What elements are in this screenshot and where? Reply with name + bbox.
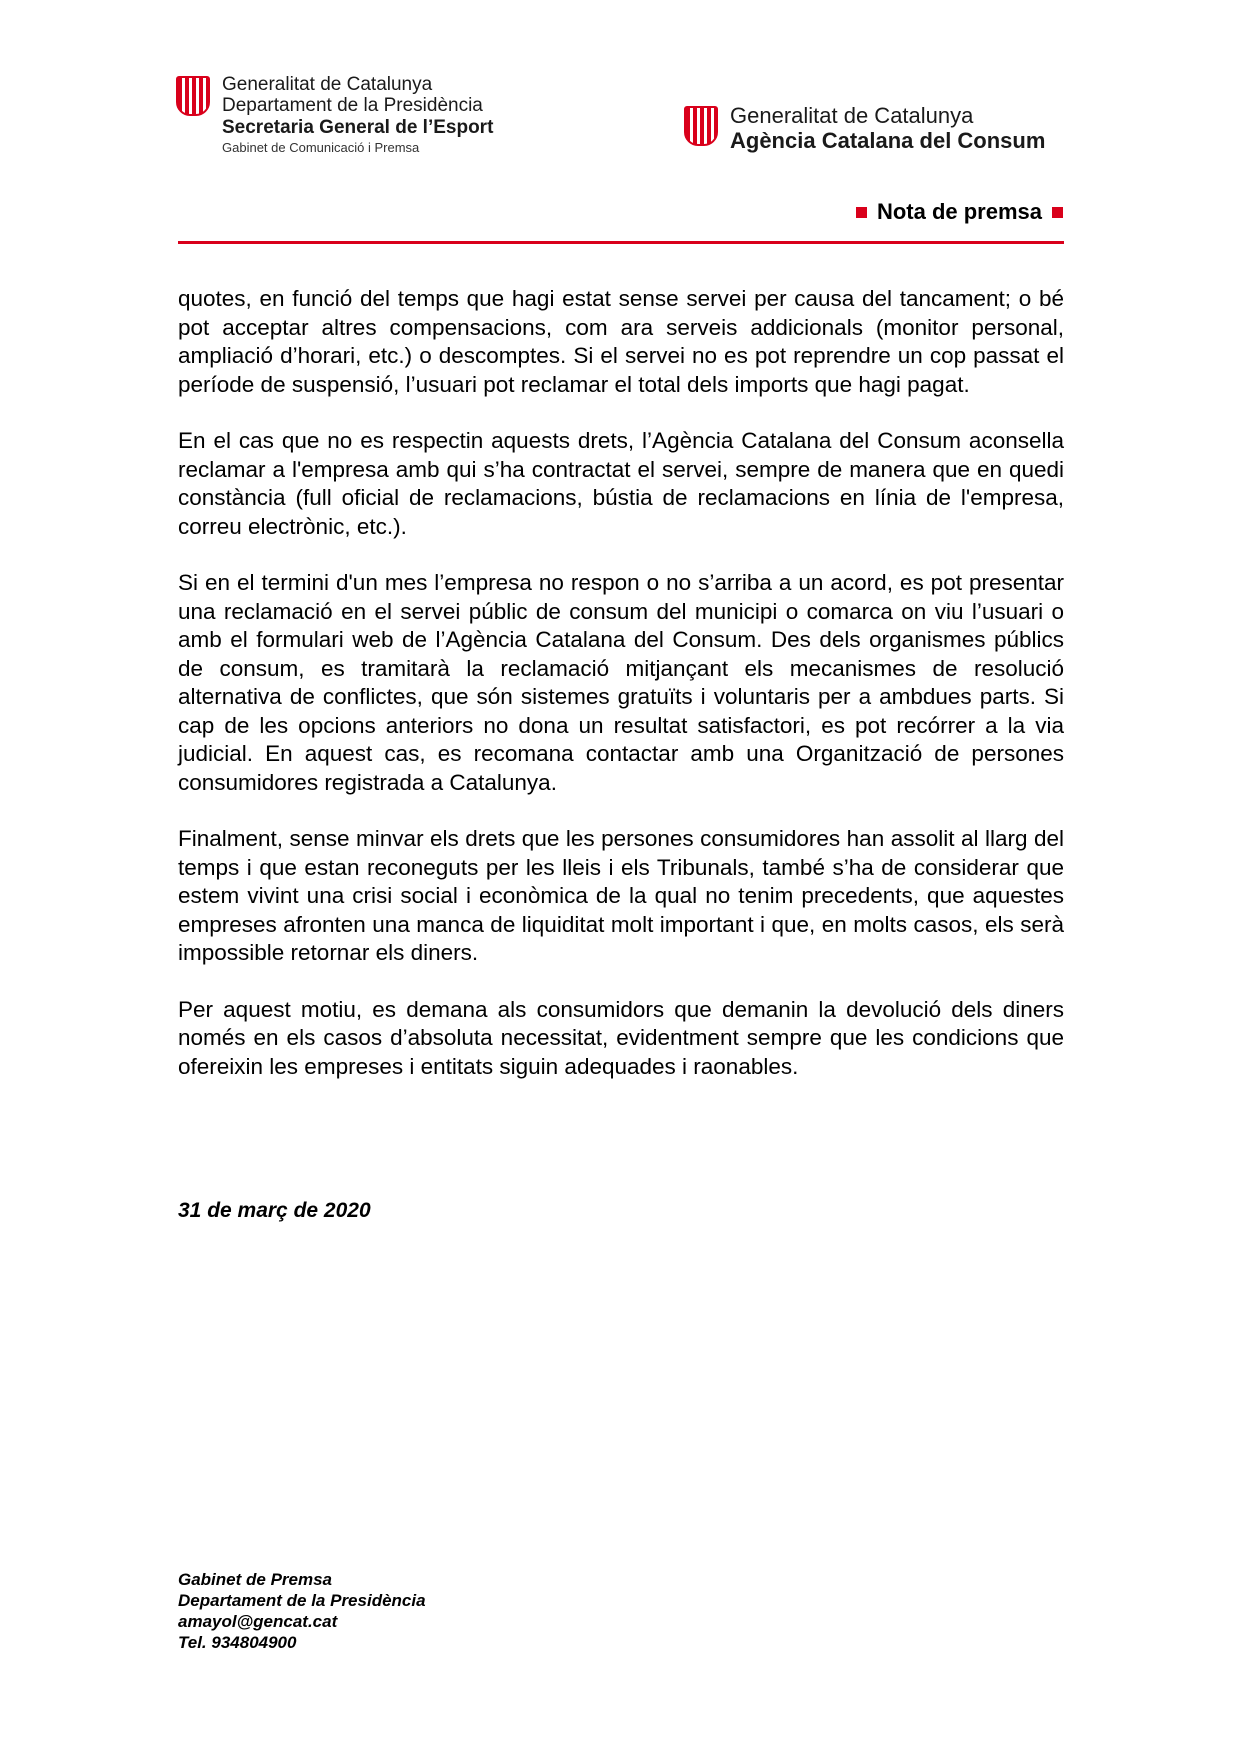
contact-email[interactable]: amayol@gencat.cat [178,1612,338,1631]
paragraph: quotes, en funció del temps que hagi estat sense servei per causa del tancament; o bé pot acceptar altres compensacions, com ara serveis addicionals (monitor personal, ampliació d’horari, etc.) o descomptes. Si el servei no es pot reprendre un cop passat el període de suspensió, l’usuari pot reclamar el total dels imports que hagi pagat. [178,286,1064,397]
red-square-icon [856,207,867,218]
red-square-icon [1052,207,1063,218]
logo-right-line2: Agència Catalana del Consum [730,127,1046,153]
paragraph: Per aquest motiu, es demana als consumidors que demanin la devolució dels diners només en els casos d’absoluta necessitat, evidentment sempre que les condicions que ofereixin les empreses i entitats siguin adequades i raonables. [178,996,1064,1079]
press-contact [178,1569,426,1653]
press-note-label [856,199,1063,225]
logo-agencia-consum [684,104,1045,153]
contact-office: Gabinet de Premsa [178,1570,333,1589]
paragraph: Finalment, sense minvar els drets que les persones consumidores han assolit al llarg del temps i que estan reconeguts per les lleis i els Tribunals, també s’ha de considerar que estem vivint una crisi social i econòmica de la qual no tenim precedents, que aquestes empreses afronten una manca de liquiditat molt important i que, en molts casos, els serà impossible retornar els diners. [178,826,1064,965]
generalitat-seal-icon [684,106,718,146]
paragraph: Si en el termini d'un mes l’empresa no respon o no s’arriba a un acord, es pot presentar una reclamació en el servei públic de consum del municipi o comarca on viu l’usuari o amb el formulari web de l’Agència Catalana del Consum. Des dels organismes públics de consum, es tramitarà la reclamació mitjançant els mecanismes de resolució alternativa de conflictes, que són sistemes gratuïts i voluntaris per a ambdues parts. Si cap de les opcions anteriors no dona un resultat satisfactori, es pot recórrer a la via judicial. En aquest cas, es recomana contactar amb una Organització de persones consumidores registrada a Catalunya. [178,570,1064,795]
logo-left-line3: Secretaria General de l’Esport [222,116,494,138]
logo-left-line4: Gabinet de Comunicació i Premsa [222,139,420,155]
header-divider [178,241,1064,244]
release-date: 31 de març de 2020 [178,1199,371,1222]
logo-right-line1: Generalitat de Catalunya [730,103,974,128]
press-release-body [178,285,1064,1109]
generalitat-seal-icon [176,76,210,116]
contact-phone: Tel. 934804900 [178,1633,297,1652]
logo-left-line2: Departament de la Presidència [222,95,483,117]
logo-secretaria-esport [176,74,493,155]
press-note-text: Nota de premsa [876,199,1042,224]
logo-left-line1: Generalitat de Catalunya [222,74,433,95]
contact-department: Departament de la Presidència [178,1591,426,1610]
paragraph: En el cas que no es respectin aquests drets, l’Agència Catalana del Consum aconsella reclamar a l'empresa amb qui s’ha contractat el servei, sempre de manera que en quedi constància (full oficial de reclamacions, bústia de reclamacions en línia de l'empresa, correu electrònic, etc.). [178,428,1064,539]
